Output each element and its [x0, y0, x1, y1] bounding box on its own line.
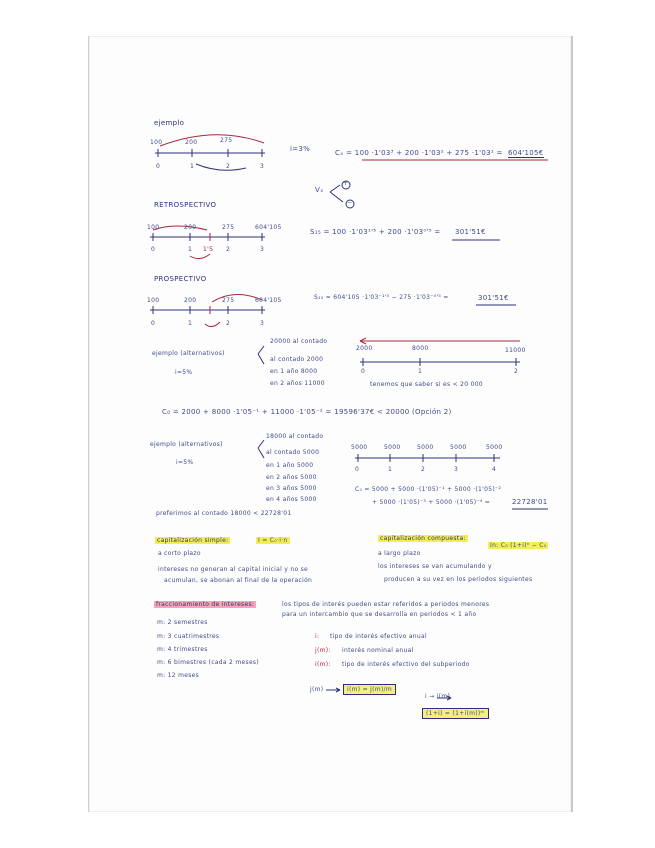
prosp-bottom-1: 1 — [188, 320, 193, 327]
ex3-bottom-4: 4 — [492, 466, 497, 473]
ex3-title: ejemplo (alternativos) — [150, 441, 223, 448]
prosp-top-0: 100 — [147, 297, 160, 304]
ex3-opt5: en 3 años 5000 — [266, 485, 317, 492]
ex3-f2: + 5000 ·(1'05)⁻³ + 5000 ·(1'05)⁻⁴ = — [372, 499, 491, 506]
fracc-def-2: interés nominal anual — [342, 647, 414, 654]
simple-title: capitalización simple: — [157, 537, 229, 544]
fracc-key-2: j(m): — [315, 647, 331, 654]
fracc-m-4: m: 12 meses — [157, 672, 200, 679]
ex2-title: ejemplo (alternativos) — [152, 350, 225, 357]
simple-bullet-1: a corto plazo — [158, 550, 201, 557]
ex3-opt1: 18000 al contado — [266, 433, 324, 440]
ex1-plus: + — [343, 180, 349, 187]
fracc-conv2-a: i → i(m) — [425, 693, 451, 700]
prosp-top-2: 275 — [222, 297, 235, 304]
ex1-top-0: 100 — [150, 139, 163, 146]
ex1-bottom-1: 1 — [190, 163, 195, 170]
fracc-m-1: m: 3 cuatrimestres — [157, 633, 220, 640]
ex3-bottom-2: 2 — [421, 466, 426, 473]
retro-bottom-2: 1'5 — [203, 246, 214, 253]
fracc-conv2-b: (1+i) = (1+i(m))ᵐ — [422, 708, 489, 719]
fracc-desc-2: para un intercambio que se desarrolla en periodos < 1 año — [282, 611, 477, 618]
ex1-minus: − — [347, 199, 353, 206]
ex1-top-1: 200 — [185, 139, 198, 146]
prosp-formula: S₁₅ = 604'105 ·1'03⁻¹'⁵ − 275 ·1'03⁻⁰'⁵ = — [314, 294, 449, 301]
retro-bottom-1: 1 — [188, 246, 193, 253]
ex2-bottom-0: 0 — [361, 368, 366, 375]
retro-bottom-3: 2 — [226, 246, 231, 253]
prosp-bottom-3: 3 — [260, 320, 265, 327]
ex3-top-0: 5000 — [351, 444, 368, 451]
fracc-key-3: i(m): — [315, 661, 331, 668]
retro-bottom-0: 0 — [151, 246, 156, 253]
ex2-opt3: en 1 año 8000 — [270, 368, 318, 375]
ex2-formula: C₀ = 2000 + 8000 ·1'05⁻¹ + 11000 ·1'05⁻² = 19596'37€ < 20000 (Opción 2) — [162, 408, 452, 416]
compuesta-formula: In: C₀ (1+i)ⁿ − C₀ — [490, 542, 547, 549]
ex1-top-2: 275 — [220, 137, 233, 144]
fracc-def-1: tipo de interés efectivo anual — [330, 633, 427, 640]
fracc-m-2: m: 4 trimestres — [157, 646, 208, 653]
compuesta-title: capitalización compuesta: — [380, 535, 466, 542]
ex3-bottom-0: 0 — [355, 466, 360, 473]
ex1-formula: Cₓ = 100 ·1'03³ + 200 ·1'03² + 275 ·1'03¹ = — [335, 149, 503, 157]
prosp-top-3: 604'105 — [255, 297, 282, 304]
ex3-top-4: 5000 — [486, 444, 503, 451]
retro-top-3: 604'105 — [255, 224, 282, 231]
ex2-bottom-2: 2 — [514, 368, 519, 375]
ex2-note: tenemos que saber si es < 20 000 — [370, 381, 483, 388]
ex3-opt3: en 1 año 5000 — [266, 462, 314, 469]
retro-top-0: 100 — [147, 224, 160, 231]
prosp-title: PROSPECTIVO — [154, 275, 207, 283]
ex3-top-2: 5000 — [417, 444, 434, 451]
ex2-rate: i=5% — [175, 369, 193, 376]
ex2-top-1: 8000 — [412, 345, 429, 352]
ex1-bottom-0: 0 — [156, 163, 161, 170]
prosp-top-1: 200 — [184, 297, 197, 304]
compuesta-bullet-2b: producen a su vez en los periodos siguientes — [384, 576, 533, 583]
ex2-top-0: 2000 — [356, 345, 373, 352]
ex1-title: ejemplo — [154, 119, 185, 127]
prosp-bottom-0: 0 — [151, 320, 156, 327]
fracc-title: fraccionamiento de intereses: — [156, 601, 255, 608]
ex3-result: 22728'01 — [512, 498, 548, 506]
ex3-f1: C₀ = 5000 + 5000 ·(1'05)⁻¹ + 5000 ·(1'05)⁻² — [355, 486, 502, 493]
ex3-bottom-1: 1 — [388, 466, 393, 473]
ex3-rate: i=5% — [176, 459, 194, 466]
retro-bottom-4: 3 — [260, 246, 265, 253]
compuesta-bullet-1: a largo plazo — [378, 550, 421, 557]
ex1-result: 604'105€ — [508, 149, 544, 157]
ex2-opt1: 20000 al contado — [270, 338, 328, 345]
retro-top-2: 275 — [222, 224, 235, 231]
simple-bullet-2a: intereses no generan al capital inicial y no se — [158, 566, 309, 573]
fracc-m-0: m: 2 semestres — [157, 619, 208, 626]
ex3-opt6: en 4 años 5000 — [266, 496, 317, 503]
retro-formula: S₁₅ = 100 ·1'03¹'⁵ + 200 ·1'03⁰'⁵ = — [310, 228, 441, 236]
simple-formula: I = C₀·i·n — [258, 537, 288, 544]
fracc-conv1-a: j(m) — [310, 686, 324, 693]
ex3-pref: preferimos al contado 18000 < 22728'01 — [156, 510, 292, 517]
retro-title: RETROSPECTIVO — [154, 201, 217, 209]
fracc-def-3: tipo de interés efectivo del subperiodo — [342, 661, 470, 668]
fracc-desc-1: los tipos de interés pueden estar referidos a periodos menores — [282, 601, 490, 608]
ex1-bottom-3: 3 — [260, 163, 265, 170]
compuesta-bullet-2a: los intereses se van acumulando y — [378, 563, 492, 570]
ex2-opt2: al contado 2000 — [270, 356, 324, 363]
ex1-vn: Vₓ — [315, 186, 324, 194]
ex1-rate: i=3% — [290, 145, 311, 153]
ex3-bottom-3: 3 — [454, 466, 459, 473]
fracc-key-1: i: — [315, 633, 320, 640]
prosp-bottom-2: 2 — [226, 320, 231, 327]
ex2-opt4: en 2 años 11000 — [270, 380, 325, 387]
fracc-conv1-b: i(m) = j(m)/m — [343, 684, 396, 695]
retro-result: 301'51€ — [455, 228, 486, 236]
simple-bullet-2b: acumulan, se abonan al final de la operación — [164, 577, 313, 584]
ex3-top-3: 5000 — [450, 444, 467, 451]
ex3-top-1: 5000 — [384, 444, 401, 451]
fracc-m-3: m: 6 bimestres (cada 2 meses) — [157, 659, 260, 666]
retro-top-1: 200 — [184, 224, 197, 231]
ex3-opt2: al contado 5000 — [266, 449, 320, 456]
ex2-top-2: 11000 — [505, 347, 526, 354]
ex3-opt4: en 2 años 5000 — [266, 474, 317, 481]
ex2-bottom-1: 1 — [418, 368, 423, 375]
ex1-bottom-2: 2 — [226, 163, 231, 170]
prosp-result: 301'51€ — [478, 294, 509, 302]
